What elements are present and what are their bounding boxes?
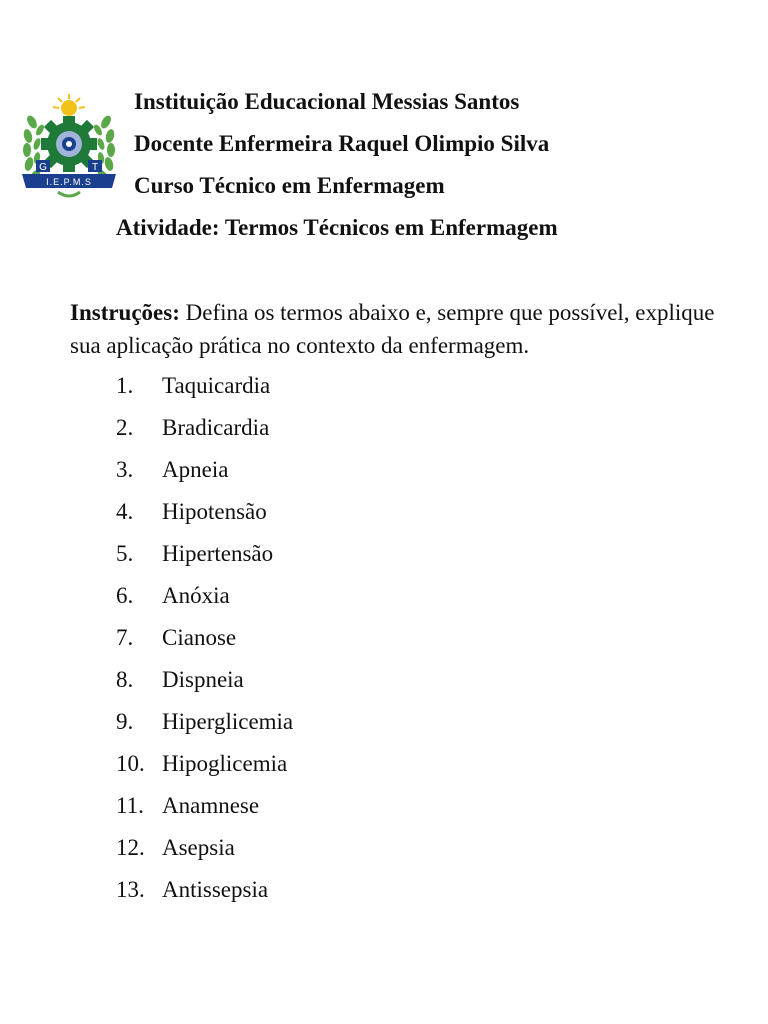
list-item-term: Hipoglicemia <box>162 751 288 776</box>
course-name: Curso Técnico em Enfermagem <box>134 173 445 198</box>
list-item-number: 4. <box>116 499 134 524</box>
institution-name: Instituição Educacional Messias Santos <box>134 89 520 114</box>
list-item-number: 8. <box>116 667 134 692</box>
list-item-number: 7. <box>116 625 134 650</box>
list-item-number: 2. <box>116 415 134 440</box>
list-item-term: Cianose <box>162 625 237 650</box>
list-item-term: Hiperglicemia <box>162 709 294 734</box>
instructions-text: Defina os termos abaixo e, sempre que possível, explique sua aplicação prática no contexto da enfermagem. <box>70 300 715 358</box>
list-item-term: Antissepsia <box>162 877 269 902</box>
list-item-number: 11. <box>116 793 144 818</box>
list-item-number: 5. <box>116 541 134 566</box>
svg-text:I.E.P.M.S: I.E.P.M.S <box>46 177 92 187</box>
list-item-term: Hipotensão <box>162 499 267 524</box>
list-item-number: 9. <box>116 709 134 734</box>
list-item-term: Apneia <box>162 457 229 482</box>
crest-banner <box>22 174 116 188</box>
list-item-number: 6. <box>116 583 134 608</box>
institution-crest-icon <box>18 92 120 204</box>
list-item-number: 12. <box>116 835 145 860</box>
list-item-term: Asepsia <box>162 835 235 860</box>
list-item-number: 10. <box>116 751 145 776</box>
svg-text:G: G <box>39 162 47 173</box>
list-item-term: Bradicardia <box>162 415 270 440</box>
list-item-term: Anamnese <box>162 793 260 818</box>
list-item-term: Taquicardia <box>162 373 271 398</box>
instructions-label: Instruções: <box>70 300 180 325</box>
svg-text:T: T <box>91 162 99 173</box>
list-item-number: 1. <box>116 373 134 398</box>
teacher-name: Docente Enfermeira Raquel Olimpio Silva <box>134 131 550 156</box>
sun-icon <box>53 94 85 116</box>
list-item-number: 3. <box>116 457 134 482</box>
activity-title: Atividade: Termos Técnicos em Enfermagem <box>116 215 558 240</box>
list-item-term: Anóxia <box>162 583 230 608</box>
list-item-term: Dispneia <box>162 667 244 692</box>
instructions-paragraph <box>70 296 730 362</box>
list-item-term: Hipertensão <box>162 541 274 566</box>
list-item-number: 13. <box>116 877 145 902</box>
